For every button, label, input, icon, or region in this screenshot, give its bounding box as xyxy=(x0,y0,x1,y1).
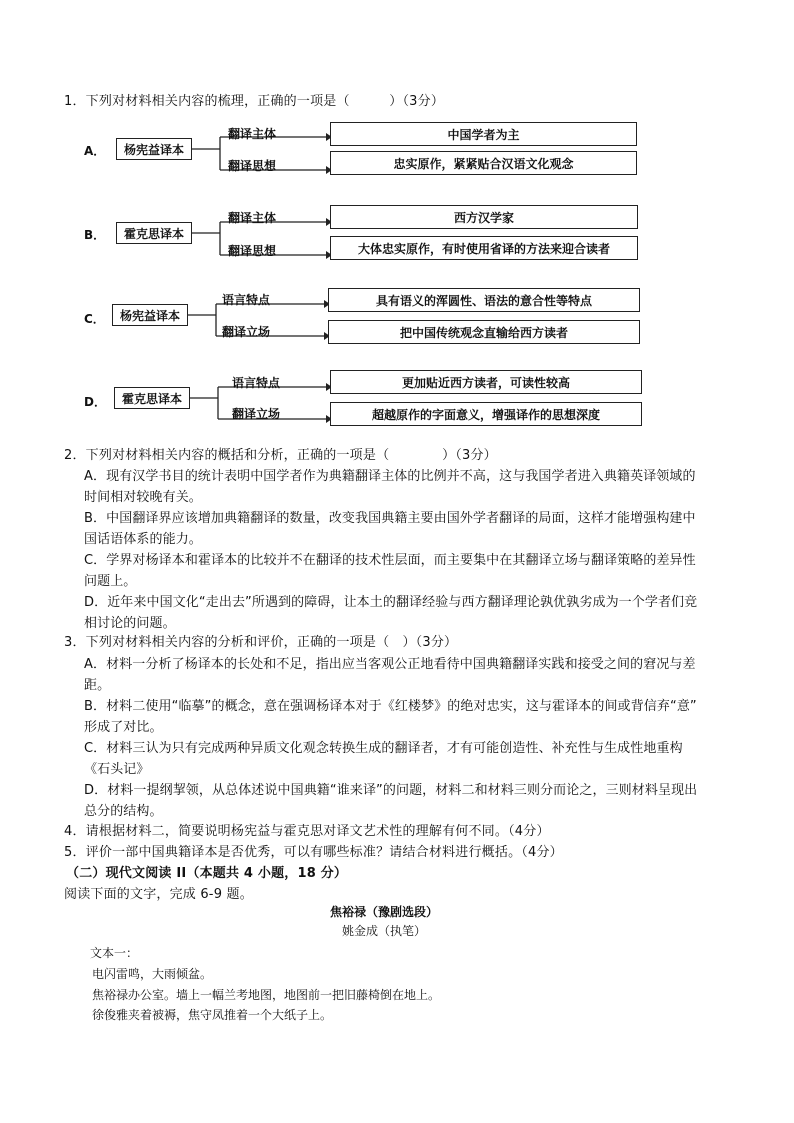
q2-line: 时间相对较晚有关。 xyxy=(84,490,202,505)
q2-line: A．现有汉学书目的统计表明中国学者作为典籍翻译主体的比例并不高，这与我国学者进入典籍英译领域的 xyxy=(84,469,696,484)
source-box: 杨宪益译本 xyxy=(112,304,188,326)
label-bottom: 翻译思想 xyxy=(228,159,277,173)
label-top: 语言特点 xyxy=(232,376,281,390)
q2-line: B．中国翻译界应该增加典籍翻译的数量，改变我国典籍主要由国外学者翻译的局面，这样才能增强构建中 xyxy=(84,511,696,526)
option-letter: D． xyxy=(84,395,106,409)
q3-line: 《石头记》 xyxy=(84,762,150,777)
q3-line: B．材料二使用“临摹”的概念，意在强调杨译本对于《红楼梦》的绝对忠实，这与霍译本的间或背信弃“意” xyxy=(84,699,697,714)
play-line: 文本一： xyxy=(90,946,139,960)
box-bottom: 把中国传统观念直输给西方读者 xyxy=(328,320,640,344)
q5: 5．评价一部中国典籍译本是否优秀，可以有哪些标准？请结合材料进行概括。（4分） xyxy=(64,845,563,860)
q3-line: 形成了对比。 xyxy=(84,720,163,735)
q3-stem: 3．下列对材料相关内容的分析和评价，正确的一项是（ ）（3分） xyxy=(64,635,458,650)
q2-line: 问题上。 xyxy=(84,574,137,589)
q1-stem: 1．下列对材料相关内容的梳理，正确的一项是（ ）（3分） xyxy=(64,94,445,109)
q2-line: D．近年来中国文化“走出去”所遇到的障碍，让本土的翻译经验与西方翻译理论孰优孰劣成为一个学者们竞 xyxy=(84,595,698,610)
play-line: 焦裕禄办公室。墙上一幅兰考地图，地图前一把旧藤椅倒在地上。 xyxy=(92,988,441,1002)
box-top: 中国学者为主 xyxy=(330,122,637,146)
reading-instruction: 阅读下面的文字，完成 6-9 题。 xyxy=(64,887,253,902)
box-bottom: 超越原作的字面意义，增强译作的思想深度 xyxy=(330,402,642,426)
q3-line: 总分的结构。 xyxy=(84,804,163,819)
source-box: 霍克思译本 xyxy=(114,387,190,409)
box-top: 具有语义的浑圆性、语法的意合性等特点 xyxy=(328,288,640,312)
q2-line: 国话语体系的能力。 xyxy=(84,532,202,547)
source-box: 霍克思译本 xyxy=(116,222,192,244)
q3-line: D．材料一提纲挈领，从总体述说中国典籍“谁来译”的问题，材料二和材料三则分而论之，三则材料呈现出 xyxy=(84,783,698,798)
q2-stem: 2．下列对材料相关内容的概括和分析，正确的一项是（ ）（3分） xyxy=(64,448,497,463)
section-heading: （二）现代文阅读 II（本题共 4 小题，18 分） xyxy=(66,866,348,881)
play-line: 电闪雷鸣，大雨倾盆。 xyxy=(92,967,213,981)
q3-line: 距。 xyxy=(84,678,111,693)
label-top: 语言特点 xyxy=(222,293,271,307)
box-bottom: 忠实原作，紧紧贴合汉语文化观念 xyxy=(330,151,637,175)
label-bottom: 翻译立场 xyxy=(222,325,271,339)
label-bottom: 翻译立场 xyxy=(232,407,281,421)
source-box: 杨宪益译本 xyxy=(116,138,192,160)
label-bottom: 翻译思想 xyxy=(228,244,277,258)
play-author: 姚金成（执笔） xyxy=(342,924,427,938)
option-letter: A． xyxy=(84,144,106,158)
q2-line: 相讨论的问题。 xyxy=(84,616,176,631)
option-letter: B． xyxy=(84,228,106,242)
q4: 4．请根据材料二，简要说明杨宪益与霍克思对译文艺术性的理解有何不同。（4分） xyxy=(64,824,550,839)
label-top: 翻译主体 xyxy=(228,211,277,225)
play-title: 焦裕禄（豫剧选段） xyxy=(330,905,439,919)
option-letter: C． xyxy=(84,312,105,326)
play-line: 徐俊雅夹着被褥，焦守凤推着一个大纸子上。 xyxy=(92,1008,333,1022)
q3-line: C．材料三认为只有完成两种异质文化观念转换生成的翻译者，才有可能创造性、补充性与生成性地重构 xyxy=(84,741,683,756)
label-top: 翻译主体 xyxy=(228,127,277,141)
box-top: 更加贴近西方读者，可读性较高 xyxy=(330,370,642,394)
q2-line: C．学界对杨译本和霍译本的比较并不在翻译的技术性层面，而主要集中在其翻译立场与翻译策略的差异性 xyxy=(84,553,696,568)
box-top: 西方汉学家 xyxy=(330,205,638,229)
q3-line: A．材料一分析了杨译本的长处和不足，指出应当客观公正地看待中国典籍翻译实践和接受之间的窘况与差 xyxy=(84,657,696,672)
box-bottom: 大体忠实原作，有时使用省译的方法来迎合读者 xyxy=(330,236,638,260)
